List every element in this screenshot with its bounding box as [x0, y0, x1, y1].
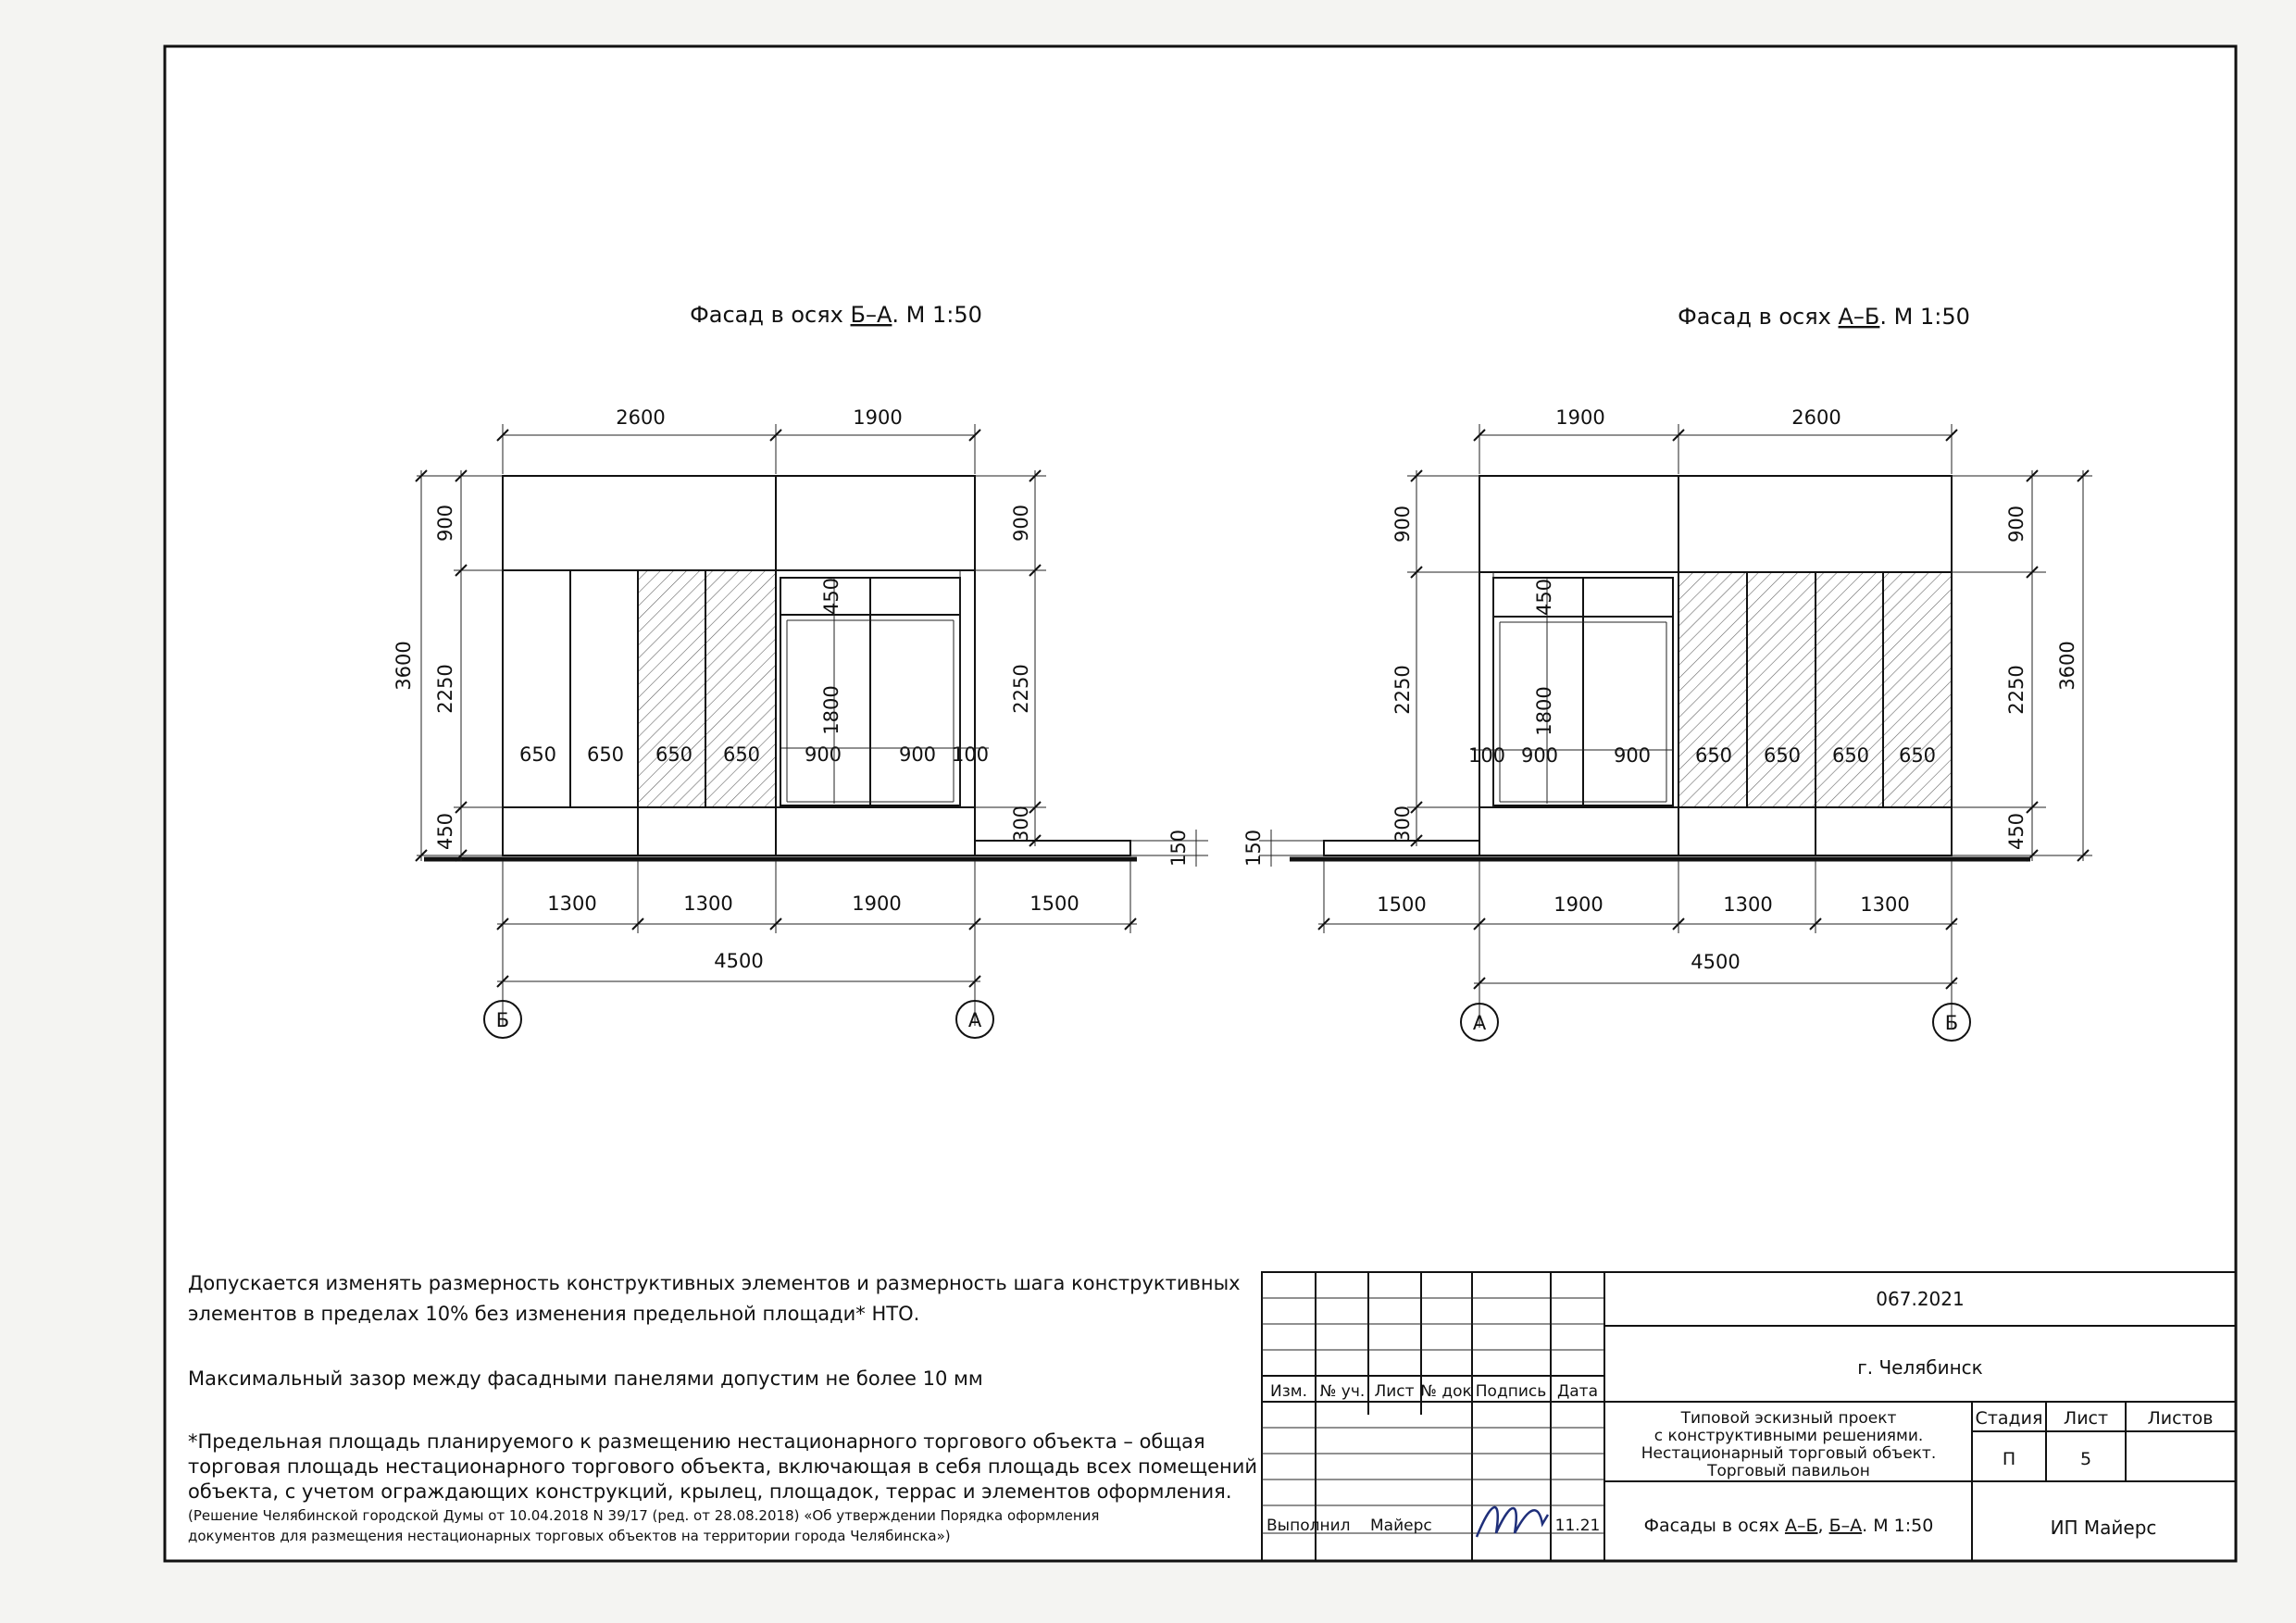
tb-col-podpis: Подпись [1475, 1382, 1547, 1401]
right-hatched-panel-1 [1678, 572, 1747, 807]
left-panel-width-3: 650 [655, 743, 693, 766]
right-panel-width-3: 900 [1613, 744, 1652, 767]
tb-col-nuch: № уч. [1319, 1382, 1366, 1401]
left-hatched-panel-2 [705, 570, 776, 807]
right-dim-right-1: 900 [2005, 505, 2028, 543]
right-dim-right-3: 450 [2005, 812, 2028, 851]
left-dim-bottom-1: 1300 [547, 893, 597, 915]
note-1-line-1: Допускается изменять размерность конструктивных элементов и размерность шага конструктивных [188, 1272, 1241, 1294]
right-axis-left: А [1472, 1012, 1487, 1034]
right-hatched-panel-2 [1747, 572, 1816, 807]
right-hatched-panel-4 [1883, 572, 1952, 807]
right-dim-bottom-4: 1300 [1860, 893, 1910, 916]
right-panel-width-7: 650 [1898, 744, 1937, 767]
tb-stage-value: П [2002, 1449, 2016, 1469]
tb-project-line-1: Типовой эскизный проект [1680, 1409, 1897, 1428]
right-dim-top-1: 1900 [1555, 406, 1605, 429]
tb-sheet-header: Лист [2063, 1408, 2109, 1429]
tb-col-ndok: № док [1420, 1382, 1472, 1401]
tb-sheets-header: Листов [2147, 1408, 2214, 1429]
tb-col-list: Лист [1374, 1382, 1415, 1401]
tb-col-data: Дата [1556, 1382, 1599, 1401]
left-dim-left-3: 450 [434, 812, 456, 851]
right-dim-bottom-1: 1500 [1377, 893, 1427, 916]
note-3-line-5: документов для размещения нестационарных торговых объектов на территории города Челябинска») [188, 1528, 951, 1544]
note-2: Максимальный зазор между фасадными панелями допустим не более 10 мм [188, 1367, 983, 1390]
tb-project-line-2: с конструктивными решениями. [1653, 1427, 1924, 1445]
left-facade-title: Фасад в осях Б–А. М 1:50 [690, 302, 982, 328]
tb-company: ИП Майерс [2050, 1517, 2157, 1539]
left-door-transom: 450 [820, 577, 842, 616]
right-dim-bottom-2: 1900 [1554, 893, 1603, 916]
left-panel-width-6: 900 [898, 743, 937, 766]
left-dim-right-2: 2250 [1010, 664, 1032, 714]
right-panel-width-1: 100 [1467, 744, 1506, 767]
right-panel-width-5: 650 [1763, 744, 1802, 767]
right-dim-left-2: 2250 [1391, 665, 1414, 715]
tb-code: 067.2021 [1876, 1288, 1965, 1310]
note-1-line-2: элементов в пределах 10% без изменения предельной площади* НТО. [188, 1303, 920, 1325]
left-dim-right-1: 900 [1010, 504, 1032, 543]
left-dim-overall-height: 3600 [393, 641, 415, 691]
right-dim-total: 4500 [1691, 951, 1741, 973]
right-dim-left-1: 900 [1391, 505, 1414, 543]
left-axis-left: Б [495, 1009, 510, 1031]
note-3-line-3: объекта, с учетом ограждающих конструкций, крылец, площадок, террас и элементов оформления. [188, 1480, 1232, 1503]
left-door-height: 1800 [820, 685, 842, 735]
tb-project-line-4: Торговый павильон [1707, 1462, 1870, 1480]
tb-col-izm: Изм. [1270, 1382, 1307, 1401]
note-3-line-2: торговая площадь нестационарного торгового объекта, включающая в себя площадь всех помещений [188, 1455, 1258, 1478]
left-dim-step: 150 [1167, 829, 1190, 868]
right-dim-bottom-3: 1300 [1723, 893, 1773, 916]
right-dim-top-2: 2600 [1791, 406, 1841, 429]
left-panel-width-5: 900 [804, 743, 842, 766]
right-hatched-panel-3 [1816, 572, 1883, 807]
left-dim-top-1: 2600 [616, 406, 666, 429]
left-axis-right: А [967, 1009, 982, 1031]
right-dim-left-3: 300 [1391, 805, 1414, 843]
left-dim-top-2: 1900 [853, 406, 903, 429]
note-3-line-1: *Предельная площадь планируемого к размещению нестационарного торгового объекта – общая [188, 1430, 1205, 1453]
right-dim-step: 150 [1242, 829, 1265, 868]
right-dim-overall-height: 3600 [2056, 641, 2078, 691]
note-3-line-4: (Решение Челябинской городской Думы от 10.04.2018 N 39/17 (ред. от 28.08.2018) «Об утверждении Порядка оформления [188, 1507, 1100, 1524]
tb-sheet-value: 5 [2079, 1449, 2092, 1469]
left-dim-bottom-4: 1500 [1029, 893, 1079, 915]
left-dim-total: 4500 [714, 950, 764, 972]
left-panel-width-4: 650 [722, 743, 761, 766]
left-dim-right-3: 300 [1010, 805, 1032, 843]
left-dim-left-2: 2250 [434, 664, 456, 714]
tb-date: 11.21 [1554, 1517, 1601, 1535]
left-hatched-panel-1 [638, 570, 705, 807]
tb-performed-label: Выполнил [1267, 1517, 1351, 1535]
right-door-transom: 450 [1533, 578, 1555, 617]
left-dim-bottom-2: 1300 [683, 893, 733, 915]
tb-performed-name: Майерс [1370, 1517, 1432, 1535]
left-panel-width-7: 100 [951, 743, 990, 766]
tb-city: г. Челябинск [1857, 1356, 1983, 1379]
tb-sheet-title: Фасады в осях А–Б, Б–А. М 1:50 [1643, 1516, 1934, 1536]
right-dim-right-2: 2250 [2005, 665, 2028, 715]
right-facade-title: Фасад в осях А–Б. М 1:50 [1678, 304, 1970, 330]
right-axis-right: Б [1944, 1012, 1959, 1034]
right-door-height: 1800 [1533, 686, 1555, 736]
tb-stage-header: Стадия [1975, 1408, 2043, 1429]
right-panel-width-2: 900 [1520, 744, 1559, 767]
left-dim-left-1: 900 [434, 504, 456, 543]
tb-project-line-3: Нестационарный торговый объект. [1641, 1444, 1937, 1463]
left-dim-bottom-3: 1900 [852, 893, 902, 915]
left-panel-width-2: 650 [586, 743, 625, 766]
left-panel-width-1: 650 [518, 743, 557, 766]
right-panel-width-6: 650 [1831, 744, 1870, 767]
right-panel-width-4: 650 [1694, 744, 1733, 767]
